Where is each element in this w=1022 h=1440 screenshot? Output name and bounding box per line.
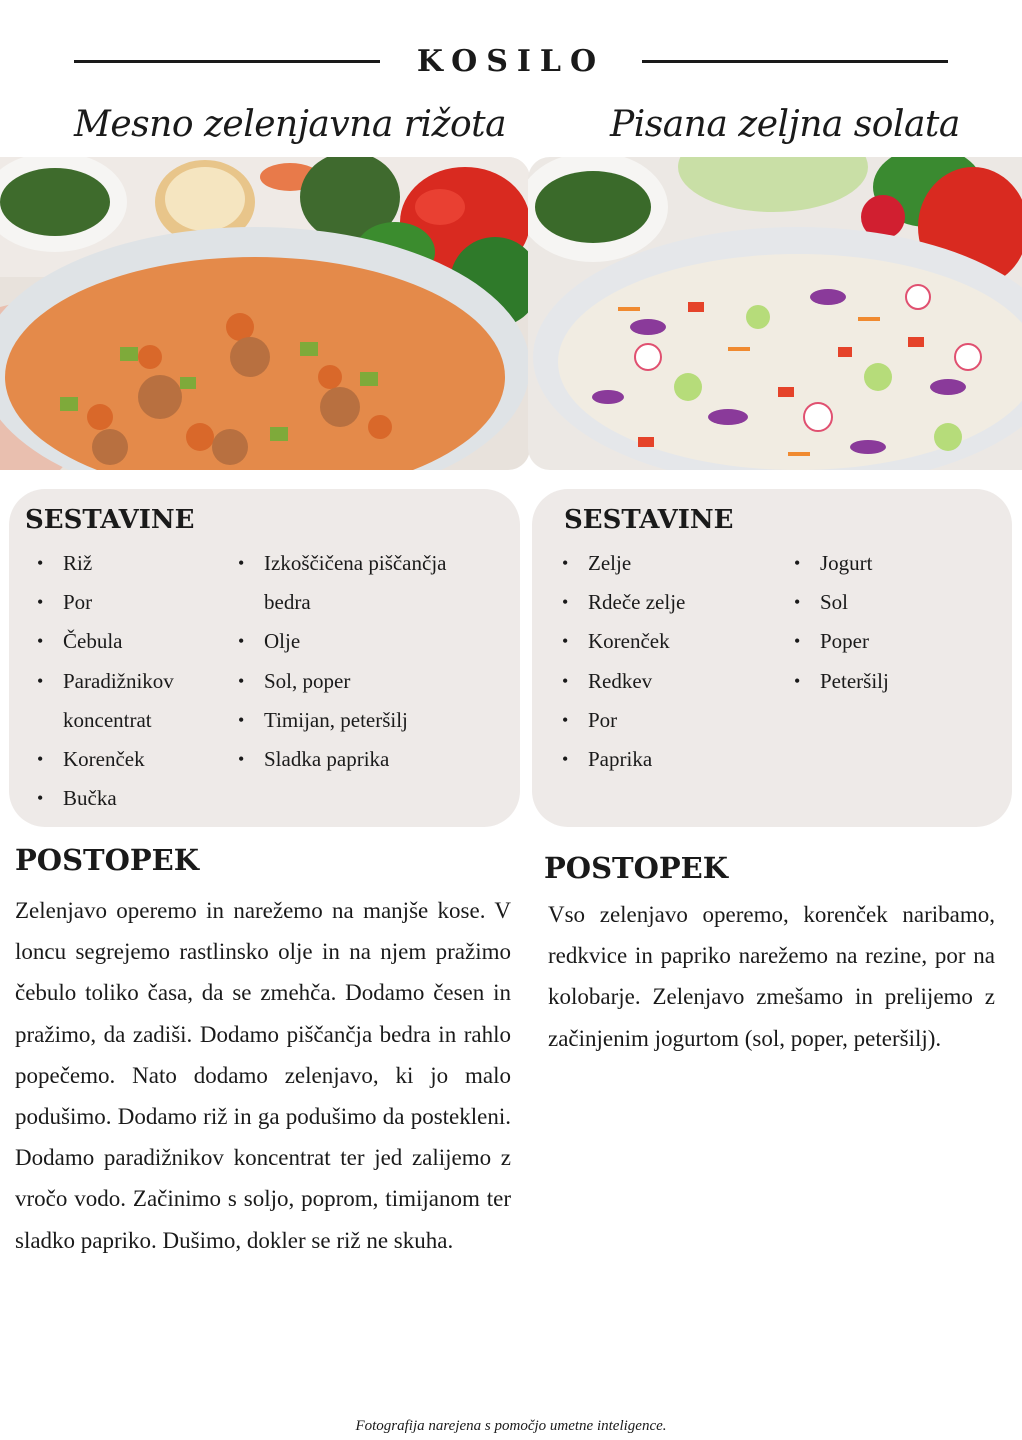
ingredients-card-right bbox=[532, 489, 1012, 827]
list-item: • Čebula bbox=[25, 622, 174, 661]
list-item: • Sol, poper bbox=[226, 662, 506, 701]
bullet-icon: • bbox=[37, 749, 44, 770]
bullet-icon: • bbox=[37, 553, 44, 573]
bullet-icon: • bbox=[238, 670, 245, 691]
ingredients-list-right-col1 bbox=[550, 544, 685, 779]
ingredients-card-left bbox=[9, 489, 520, 827]
bullet-icon: • bbox=[238, 709, 245, 730]
bullet-icon: • bbox=[794, 631, 801, 652]
list-item: • Por bbox=[25, 583, 174, 622]
list-item: • Por bbox=[550, 701, 685, 740]
ingredients-title-right: SESTAVINE bbox=[564, 505, 734, 535]
list-item: • Timijan, peteršilj bbox=[226, 701, 506, 740]
list-item: • Paradižnikov bbox=[25, 662, 174, 701]
list-item: • Olje bbox=[226, 622, 506, 661]
bullet-icon: • bbox=[562, 631, 569, 652]
page-title: KOSILO bbox=[416, 44, 606, 79]
list-item-continuation: koncentrat bbox=[63, 707, 152, 732]
bullet-icon: • bbox=[37, 631, 44, 652]
list-item: • Bučka bbox=[25, 779, 174, 818]
list-item-continuation: bedra bbox=[264, 590, 311, 615]
list-item: • Peteršilj bbox=[782, 662, 889, 701]
list-item: • Rdeče zelje bbox=[550, 583, 685, 622]
bullet-icon: • bbox=[238, 749, 245, 770]
list-item: • Korenček bbox=[25, 740, 174, 779]
list-item: • Jogurt bbox=[782, 544, 889, 583]
bullet-icon: • bbox=[794, 592, 801, 613]
ingredients-list-right-col2 bbox=[782, 544, 889, 701]
list-item: • Sladka paprika bbox=[226, 740, 506, 779]
salad-photo bbox=[528, 157, 1022, 470]
bullet-icon: • bbox=[238, 631, 245, 652]
method-text-right: Vso zelenjavo operemo, korenček naribamo, redkvice in papriko narežemo na rezine, por na kolobarje. Zelenjavo zmešamo in prelijemo z začinjenim jogurtom (sol, poper, peteršilj). bbox=[548, 902, 995, 1051]
bullet-icon: • bbox=[37, 788, 44, 809]
bullet-icon: • bbox=[562, 749, 569, 770]
bullet-icon: • bbox=[562, 592, 569, 613]
bullet-icon: • bbox=[794, 553, 801, 573]
list-item: • Zelje bbox=[550, 544, 685, 583]
dish-title-left: Mesno zelenjavna rižota bbox=[74, 104, 507, 145]
list-item: • Izkoščičena piščančja bbox=[226, 544, 506, 583]
list-item: • Redkev bbox=[550, 662, 685, 701]
list-item: • Poper bbox=[782, 622, 889, 661]
bullet-icon: • bbox=[37, 670, 44, 691]
list-item: • Riž bbox=[25, 544, 174, 583]
header-rule-left bbox=[74, 60, 380, 63]
bullet-icon: • bbox=[562, 553, 569, 573]
method-title-left: POSTOPEK bbox=[15, 843, 199, 877]
list-item: • Paprika bbox=[550, 740, 685, 779]
bullet-icon: • bbox=[794, 670, 801, 691]
bullet-icon: • bbox=[562, 709, 569, 730]
footer-note: Fotografija narejena s pomočjo umetne inteligence. bbox=[355, 1418, 667, 1434]
ingredients-list-left-col1 bbox=[25, 544, 174, 818]
list-item: • Korenček bbox=[550, 622, 685, 661]
risotto-photo bbox=[0, 157, 530, 470]
list-item: • Sol bbox=[782, 583, 889, 622]
ingredients-title-left: SESTAVINE bbox=[25, 505, 195, 535]
method-title-right: POSTOPEK bbox=[544, 851, 728, 885]
bullet-icon: • bbox=[37, 592, 44, 613]
bullet-icon: • bbox=[562, 670, 569, 691]
dish-title-right: Pisana zeljna solata bbox=[610, 104, 960, 145]
method-text-left: Zelenjavo operemo in narežemo na manjše kose. V loncu segrejemo rastlinsko olje in na njem pražimo čebulo toliko časa, da se zmehča. Dodamo česen in pražimo, da zadiši. Dodamo piščančja bedra in rahlo popečemo. Nato dodamo zelenjavo, ki jo malo podušimo. Dodamo riž in ga podušimo da postekleni. Dodamo paradižnikov koncentrat ter jed zalijemo z vročo vodo. Začinimo s soljo, poprom, timijanom ter sladko papriko. Dušimo, dokler se riž ne skuha. bbox=[15, 898, 511, 1253]
ingredients-list-left-col2 bbox=[226, 544, 506, 779]
bullet-icon: • bbox=[238, 553, 245, 573]
header-rule-right bbox=[642, 60, 948, 63]
